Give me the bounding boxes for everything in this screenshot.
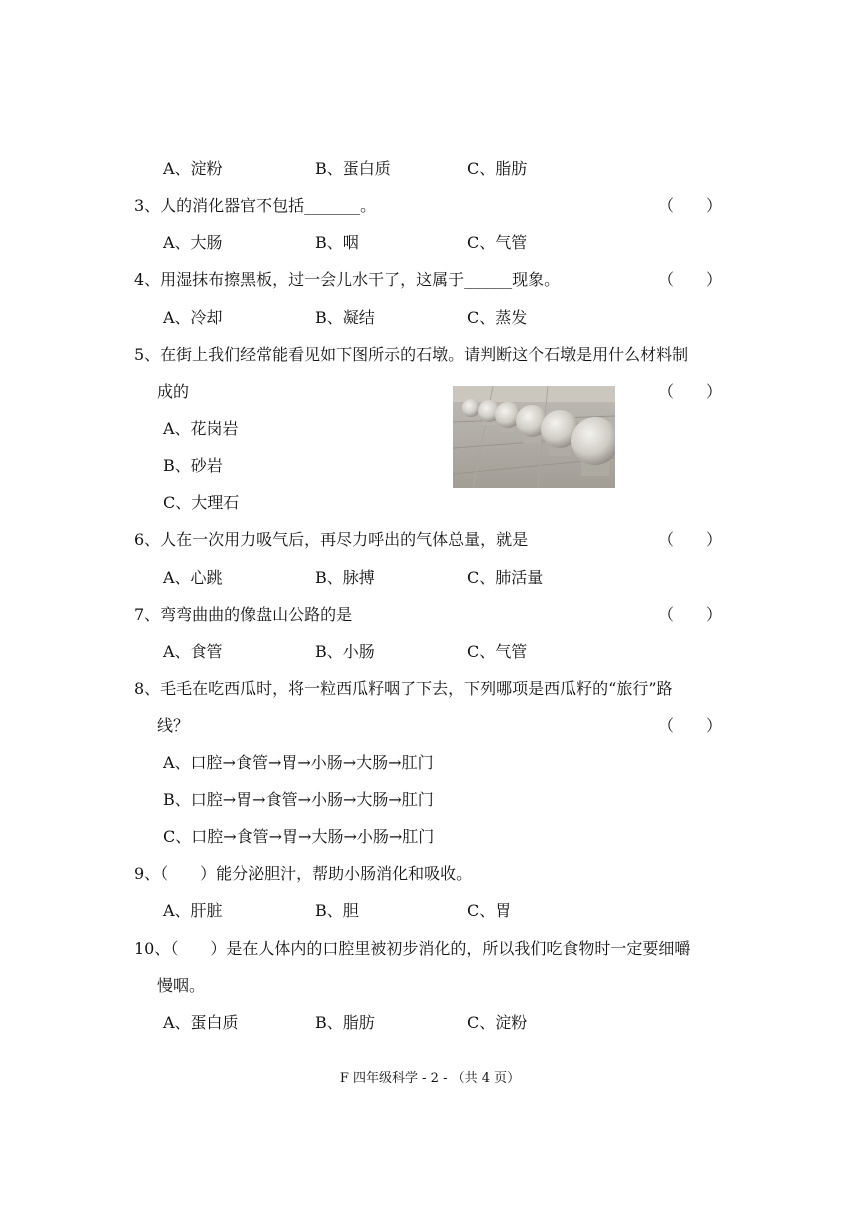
q3-question: 3、人的消化器官不包括_______。 [134, 196, 377, 215]
q9-question: 9、（ ）能分泌胆汁，帮助小肠消化和吸收。 [134, 864, 473, 883]
q3-option-a: A、大肠 [163, 233, 223, 252]
stone-bollards-photo [453, 386, 615, 488]
q2-option-b: B、蛋白质 [315, 159, 391, 178]
q10-question-line1: 10、（ ）是在人体内的口腔里被初步消化的，所以我们吃食物时一定要细嚼 [134, 939, 691, 958]
q7-question: 7、弯弯曲曲的像盘山公路的是 [134, 605, 353, 624]
q4-option-a: A、冷却 [163, 308, 223, 327]
q10-option-b: B、脂肪 [315, 1013, 375, 1032]
q5-question-line1: 5、在街上我们经常能看见如下图所示的石墩。请判断这个石墩是用什么材料制 [134, 345, 689, 364]
q3-option-b: B、咽 [315, 233, 359, 252]
q10-option-a: A、蛋白质 [163, 1013, 239, 1032]
q9-option-a: A、肝脏 [163, 901, 223, 920]
q4-answer-blank: （ ） [658, 270, 723, 289]
q9-option-b: B、胆 [315, 901, 359, 920]
q4-option-c: C、蒸发 [467, 308, 528, 327]
q8-option-c: C、口腔→食管→胃→大肠→小肠→肛门 [163, 827, 435, 846]
q10-option-c: C、淀粉 [467, 1013, 528, 1032]
q2-option-c: C、脂肪 [467, 159, 528, 178]
q8-answer-blank: （ ） [658, 716, 723, 735]
page-footer: F 四年级科学 - 2 - （共 4 页） [339, 1071, 521, 1086]
q10-question-line2: 慢咽。 [157, 976, 206, 995]
q8-option-a: A、口腔→食管→胃→小肠→大肠→肛门 [163, 753, 434, 772]
q2-option-a: A、淀粉 [163, 159, 223, 178]
q7-option-c: C、气管 [467, 642, 528, 661]
q4-option-b: B、凝结 [315, 308, 375, 327]
q5-option-c: C、大理石 [163, 493, 240, 512]
q6-question: 6、人在一次用力吸气后，再尽力呼出的气体总量，就是 [134, 530, 529, 549]
q9-option-c: C、胃 [467, 901, 512, 920]
q7-answer-blank: （ ） [658, 605, 723, 624]
q5-question-line2: 成的 [157, 382, 190, 401]
q7-option-b: B、小肠 [315, 642, 375, 661]
q5-answer-blank: （ ） [658, 382, 723, 401]
q6-option-a: A、心跳 [163, 568, 223, 587]
q3-option-c: C、气管 [467, 233, 528, 252]
q6-answer-blank: （ ） [658, 530, 723, 549]
q8-option-b: B、口腔→胃→食管→小肠→大肠→肛门 [163, 790, 434, 809]
q8-question-line2: 线？ [157, 716, 190, 735]
q5-option-a: A、花岗岩 [163, 419, 239, 438]
q8-question-line1: 8、毛毛在吃西瓜时，将一粒西瓜籽咽了下去，下列哪项是西瓜籽的“旅行”路 [134, 679, 673, 698]
q5-option-b: B、砂岩 [163, 456, 223, 475]
q7-option-a: A、食管 [163, 642, 223, 661]
q6-option-c: C、肺活量 [467, 568, 544, 587]
q3-answer-blank: （ ） [658, 196, 723, 215]
q4-question: 4、用湿抹布擦黑板，过一会儿水干了，这属于______现象。 [134, 270, 561, 289]
q6-option-b: B、脉搏 [315, 568, 375, 587]
